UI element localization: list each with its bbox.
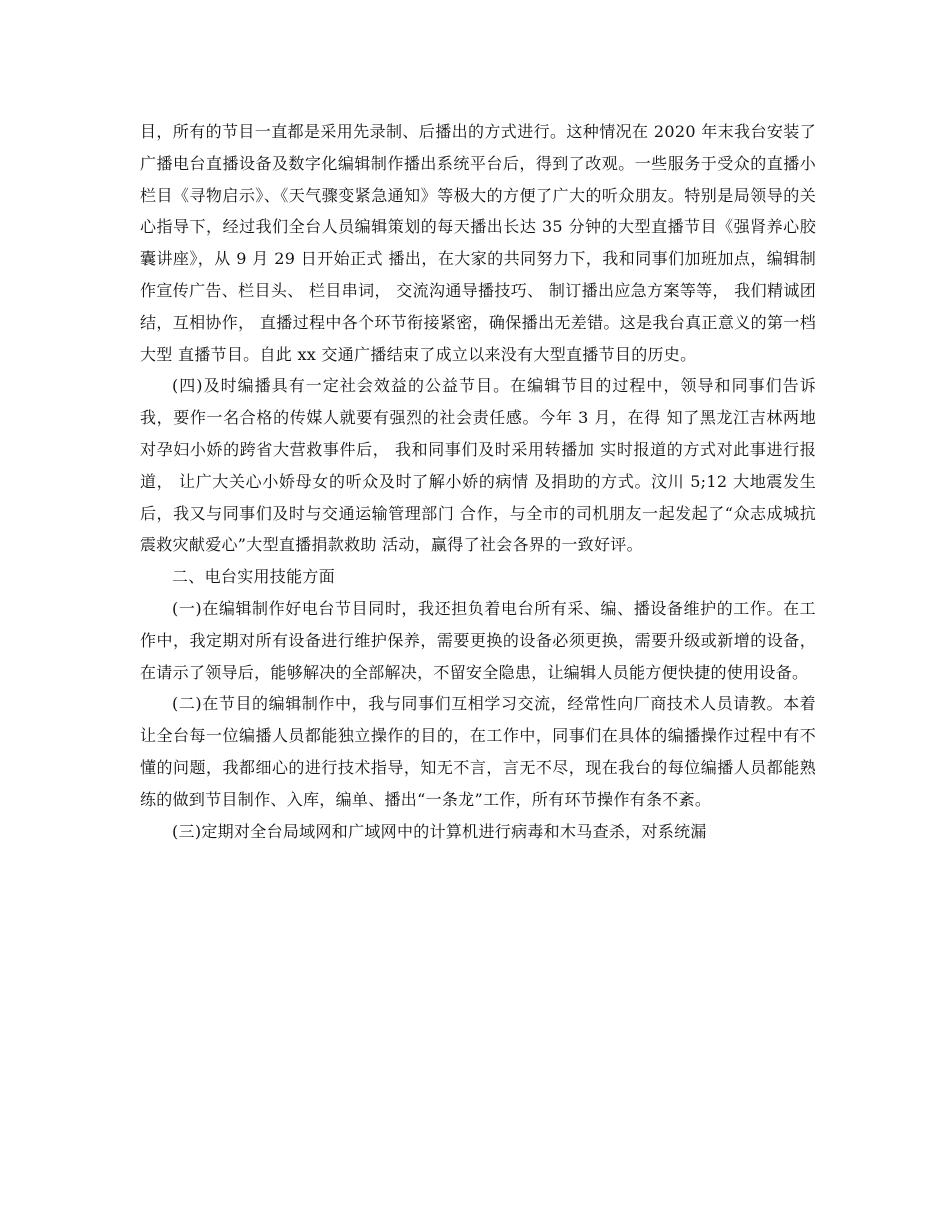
- section-heading-practical-skills: 二、电台实用技能方面: [172, 567, 336, 587]
- paragraph-equipment-maintenance: (一)在编辑制作好电台节目同时，我还担负着电台所有采、编、播设备维护的工作。在工作中，我定期对所有设备进行维护保养，需要更换的设备必须更换，需要升级或新增的设备，在请示了领导后，能够解决的全部解决，不留安全隐患，让编辑人员能方便快捷的使用设备。: [140, 598, 816, 682]
- paragraph-virus-scanning: (三)定期对全台局域网和广域网中的计算机进行病毒和木马查杀，对系统漏: [172, 821, 707, 841]
- paragraph-technical-guidance: (二)在节目的编辑制作中，我与同事们互相学习交流，经常性向厂商技术人员请教。本着让全台每一位编播人员都能独立操作的目的，在工作中，同事们在具体的编播操作过程中有不懂的问题，我都细心的进行技术指导，知无不言，言无不尽，现在我台的每位编播人员都能熟练的做到节目制作、入库，编单、播出“一条龙”工作，所有环节操作有条不紊。: [140, 694, 816, 809]
- paragraph-public-welfare: (四)及时编播具有一定社会效益的公益节目。在编辑节目的过程中，领导和同事们告诉我，要作一名合格的传媒人就要有强烈的社会责任感。今年 3 月，在得 知了黑龙江吉林两地对孕妇小娇的跨省大营救事件后， 我和同事们及时采用转播加 实时报道的方式对此事进行报道， 让广大关心小娇母女的听众及时了解小娇的病情 及捐助的方式。汶川 5;12 大地震发生后，我又与同事们及时与交通运输管理部门 合作，与全市的司机朋友一起发起了“众志成城抗震救灾献爱心”大型直播捐款救助 活动，赢得了社会各界的一致好评。: [140, 376, 816, 555]
- paragraph-live-broadcast: 目，所有的节目一直都是采用先录制、后播出的方式进行。这种情况在 2020 年末我台安装了广播电台直播设备及数字化编辑制作播出系统平台后，得到了改观。一些服务于受众的直播小栏目《寻物启示》、《天气骤变紧急通知》等极大的方便了广大的听众朋友。特别是局领导的关心指导下，经过我们全台人员编辑策划的每天播出长达 35 分钟的大型直播节目《强肾养心胶囊讲座》，从 9 月 29 日开始正式 播出，在大家的共同努力下，我和同事们加班加点，编辑制作宣传广告、栏目头、 栏目串词， 交流沟通导播技巧、 制订播出应急方案等等， 我们精诚团结，互相协作， 直播过程中各个环节衔接紧密，确保播出无差错。这是我台真正意义的第一档大型 直播节目。自此 xx 交通广播结束了成立以来没有大型直播节目的历史。: [140, 122, 816, 364]
- document-body: [140, 116, 816, 847]
